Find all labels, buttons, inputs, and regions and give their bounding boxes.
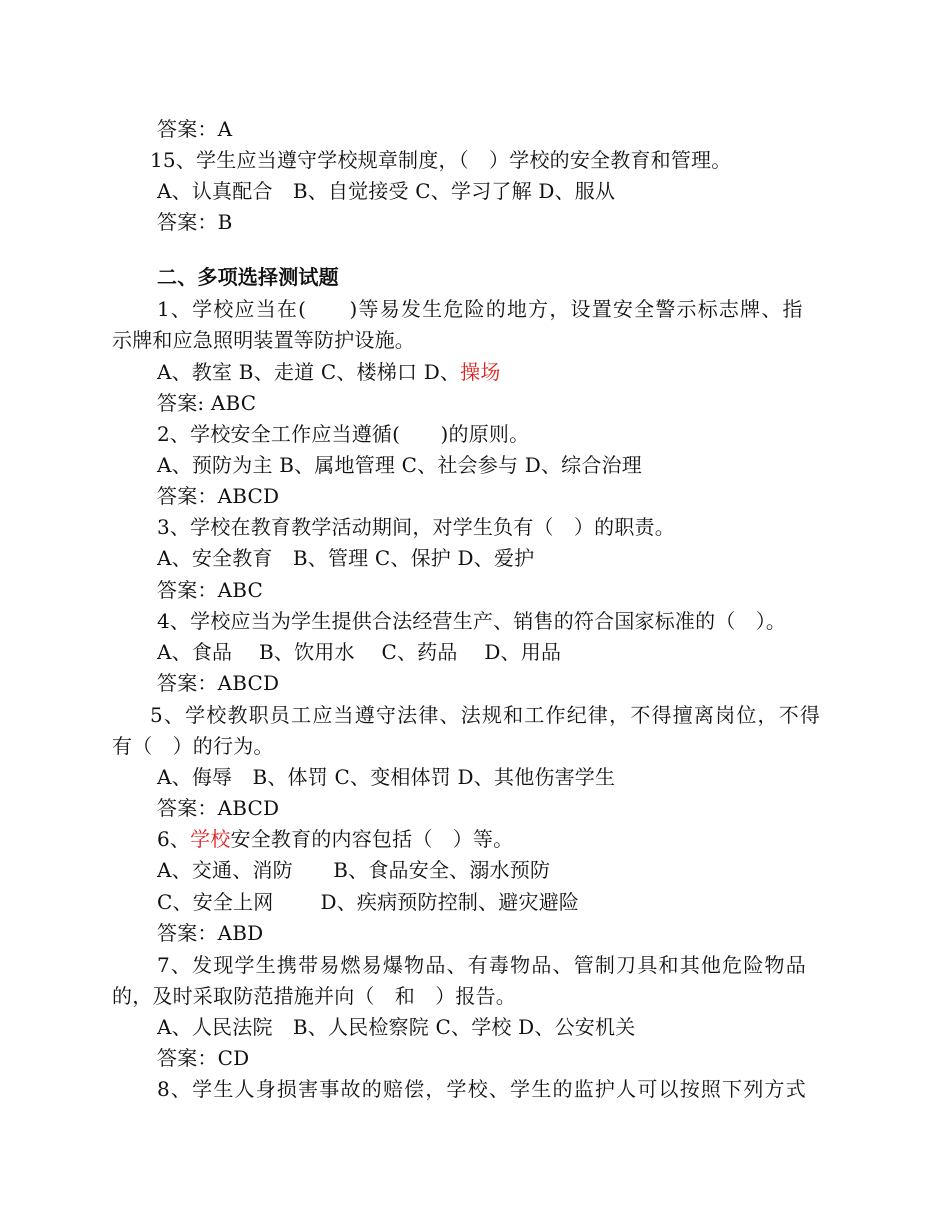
question-line: 8、学生人身损害事故的赔偿，学校、学生的监护人可以按照下列方式: [157, 1077, 807, 1101]
answer-line: 答案: ABC: [157, 391, 257, 415]
options-line: A、人民法院 B、人民检察院 C、学校 D、公安机关: [157, 1015, 636, 1039]
answer-line: 答案：ABCD: [157, 484, 280, 508]
options-line: A、认真配合 B、自觉接受 C、学习了解 D、服从: [157, 179, 616, 203]
question-text: 安全教育的内容包括（ ）等。: [230, 827, 514, 851]
question-line-continued: 有（ ）的行为。: [112, 734, 274, 758]
options-line: A、侮辱 B、体罚 C、变相体罚 D、其他伤害学生: [157, 765, 616, 789]
question-line-continued: 的，及时采取防范措施并向（ 和 ）报告。: [112, 984, 516, 1008]
answer-line: 答案：ABD: [157, 921, 264, 945]
options-line: [157, 357, 847, 388]
answer-line: 答案：B: [157, 210, 233, 234]
options-line: A、预防为主 B、属地管理 C、社会参与 D、综合治理: [157, 453, 642, 477]
answer-line: 答案：ABCD: [157, 671, 280, 695]
question-line: 4、学校应当为学生提供合法经营生产、销售的符合国家标准的（ ）。: [157, 609, 787, 633]
answer-line: 答案：A: [157, 117, 233, 141]
highlighted-text: 学校: [190, 827, 231, 851]
highlighted-text: 操场: [460, 360, 501, 384]
question-line: 5、学校教职员工应当遵守法律、法规和工作纪律，不得擅离岗位，不得: [150, 703, 822, 727]
answer-line: 答案：ABC: [157, 578, 264, 602]
question-line: 3、学校在教育教学活动期间，对学生负有（ ）的职责。: [157, 515, 675, 539]
options-line: A、食品 B、饮用水 C、药品 D、用品: [157, 640, 562, 664]
question-line: 15、学生应当遵守学校规章制度，（ ）学校的安全教育和管理。: [150, 148, 732, 172]
question-line: 2、学校安全工作应当遵循( )的原则。: [157, 422, 530, 446]
question-line: 7、发现学生携带易燃易爆物品、有毒物品、管制刀具和其他危险物品: [157, 953, 807, 977]
options-line: A、安全教育 B、管理 C、保护 D、爱护: [157, 546, 535, 570]
options-line: A、交通、消防 B、食品安全、溺水预防: [157, 858, 551, 882]
question-line: [157, 824, 847, 855]
options-line: C、安全上网 D、疾病预防控制、避灾避险: [157, 890, 580, 914]
answer-line: 答案：CD: [157, 1046, 250, 1070]
answer-line: 答案：ABCD: [157, 796, 280, 820]
question-line: 1、学校应当在( )等易发生危险的地方，设置安全警示标志牌、指: [157, 297, 804, 321]
question-number: 6、: [157, 827, 191, 851]
question-line-continued: 示牌和应急照明装置等防护设施。: [112, 328, 415, 352]
options-text: A、教室 B、走道 C、楼梯口 D、: [157, 360, 461, 384]
section-heading: 二、多项选择测试题: [157, 265, 339, 289]
